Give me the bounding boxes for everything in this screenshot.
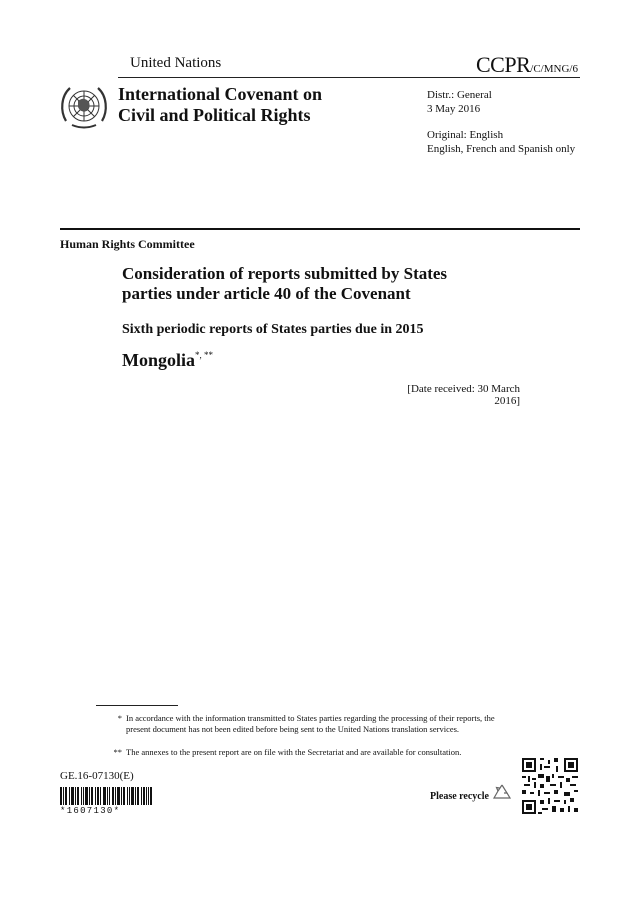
footnote-marks: *, ** — [195, 350, 214, 360]
un-emblem-icon — [58, 81, 110, 133]
document-subtitle: Sixth periodic reports of States parties due in 2015 — [122, 322, 424, 337]
barcode-number: *1607130* — [60, 806, 121, 816]
distribution-type: Distr.: General — [427, 89, 492, 101]
recycle-icon — [492, 783, 512, 803]
section-rule — [60, 228, 580, 230]
covenant-title-line2: Civil and Political Rights — [118, 105, 311, 125]
issue-date: 3 May 2016 — [427, 103, 481, 115]
header-rule — [118, 77, 580, 78]
footnote-2 — [96, 747, 526, 758]
qr-code-icon — [522, 758, 578, 814]
covenant-title — [118, 84, 378, 126]
footnote-1 — [96, 713, 516, 735]
original-language: Original: English — [427, 129, 504, 141]
document-title-line2: parties under article 40 of the Covenant — [122, 284, 411, 303]
recycle-label: Please recycle — [430, 791, 489, 802]
footnote-rule — [96, 705, 178, 706]
footnote-text: In accordance with the information transmitted to States parties regarding the processing of their reports, the present document has not been edited before being sent to the United Nations translation services. — [126, 713, 495, 734]
footnote-marker: ** — [113, 747, 122, 757]
covenant-title-line1: International Covenant on — [118, 84, 323, 104]
document-symbol — [476, 52, 578, 78]
country-name: Mongolia — [122, 350, 196, 370]
barcode-icon — [60, 787, 152, 805]
document-symbol-main: CCPR — [476, 52, 531, 77]
footnote-marker: * — [117, 713, 122, 723]
document-symbol-suffix: /C/MNG/6 — [530, 63, 578, 75]
footnote-text: The annexes to the present report are on file with the Secretariat and are available for consultation. — [126, 747, 462, 757]
ge-number: GE.16-07130(E) — [60, 770, 134, 782]
org-name: United Nations — [130, 55, 222, 71]
language-block — [427, 128, 575, 156]
committee-name: Human Rights Committee — [60, 237, 195, 251]
available-languages: English, French and Spanish only — [427, 143, 576, 155]
country-heading — [122, 350, 213, 371]
document-title — [122, 264, 542, 304]
date-received: [Date received: 30 March 2016] — [407, 383, 520, 407]
document-title-line1: Consideration of reports submitted by States — [122, 264, 448, 283]
distribution-block — [427, 88, 492, 116]
